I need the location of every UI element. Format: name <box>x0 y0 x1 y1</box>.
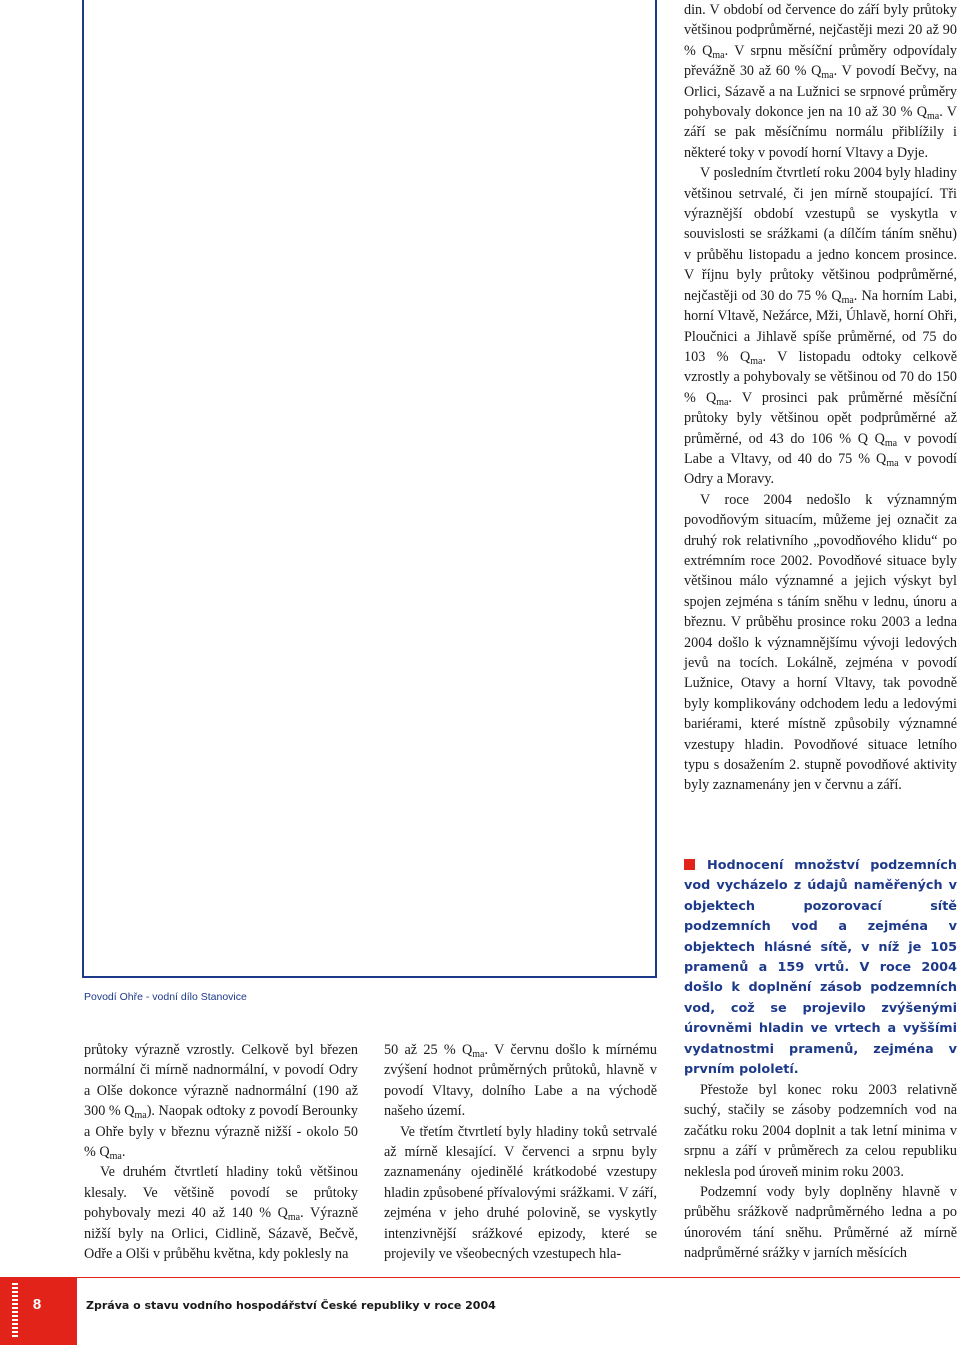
red-square-bullet <box>684 859 695 870</box>
paragraph: din. V období od července do září byly průtoky většinou podprůměrné, nejčastěji mezi 20 až 90 % $Q_{ma}$. V srpnu měsíční průměry odpovídaly převážně 30 až 60 % $Q_{ma}$. V povodí Bečvy, na Orlici, Sázavě a na Lužnici se srpnové průměry pohybovaly dokonce jen na 10 až 30 % $Q_{ma}$. V září se pak měsíčnímu normálu přiblížily i některé toky v povodí horní Vltavy a Dyje. <box>684 2 957 161</box>
paragraph: Podzemní vody byly doplněny hlavně v průběhu srážkově nadprůměrného ledna a po únorovém tání sněhu. Průměrné až mírně nadprůměrné srážky v jarních měsících <box>684 1184 957 1262</box>
figure-caption: Povodí Ohře - vodní dílo Stanovice <box>84 991 247 1003</box>
page-number: 8 <box>32 1296 42 1313</box>
middle-column <box>384 1040 657 1264</box>
paragraph: V roce 2004 nedošlo k významným povodňovým situacím, můžeme jej označit za druhý rok relativního „povodňového klidu“ po extrémním roce 2002. Povodňové situace byly většinou málo významné a jejich výskyt byl spojen zejména s táním sněhu v lednu, únoru a březnu. V průběhu prosince roku 2003 a ledna 2004 došlo k významnějšímu vývoji ledových jevů na tocích. Lokálně, zejména v povodí Lužnice, Otavy a horní Vltavy, tak povodně byly komplikovány odchodem ledu a ledovými bariérami, které místně způsobily významné vzestupy hladin. Povodňové situace letního typu s dosažením 2. stupně povodňové aktivity byly zaznamenány jen v červnu a září. <box>684 491 957 794</box>
photo-frame <box>82 0 657 978</box>
paragraph: průtoky výrazně vzrostly. Celkově byl březen normální či mírně nadnormální, v povodí Odry a Olše dokonce výrazně nadnormální (190 až 300 % $Q_{ma}$). Naopak odtoky z povodí Berounky a Ohře byly v březnu výrazně nižší - okolo 50 % $Q_{ma}$. <box>84 1042 358 1163</box>
paragraph: 50 až 25 % $Q_{ma}$. V červnu došlo k mírnému zvýšení hodnot průměrných průtoků, hlavně v povodí Vltavy, dolního Labe a na východě našeho území. <box>384 1042 657 1120</box>
paragraph: V posledním čtvrtletí roku 2004 byly hladiny většinou setrvalé, či jen mírně stoupající. Tři výraznější období vzestupů se vyskytla v souvislosti se srážkami (a dílčím táním sněhu) v průběhu listopadu a jedno koncem prosince. V říjnu byly průtoky většinou podprůměrné, nejčastěji od 30 do 75 % $Q_{ma}$. Na horním Labi, horní Vltavě, Nežárce, Mži, Úhlavě, horní Ohři, Ploučnici a Jihlavě spíše průměrné, od 75 do 103 % $Q_{ma}$. V listopadu odtoky celkově vzrostly a pohybovaly se většinou od 70 do 150 % $Q_{ma}$. V prosinci pak průměrné měsíční průtoky byly většinou opět podprůměrné až průměrné, od 43 do 106 % Q $Q_{ma}$ v povodí Labe a Vltavy, od 40 do 75 % $Q_{ma}$ v povodí Odry a Moravy. <box>684 165 957 488</box>
highlight-box: Hodnocení množství podzemních vod vycházelo z údajů naměřených v objektech pozorovací sítě podzemních vod a zejména v objektech hlásné sítě, v níž je 105 pramenů a 159 vrtů. V roce 2004 došlo k doplnění zásob podzemních vod, což se projevilo zvýšenými úrovněmi hladin ve vrtech a vyššími vydatnostmi pramenů, zejména v prvním pololetí. <box>684 858 957 1078</box>
paragraph: Přestože byl konec roku 2003 relativně suchý, stačily se zásoby podzemních vod na začátku roku 2004 doplnit a tak letní minima v srpnu a září v průměrech za celou republiku neklesla pod úroveň minim roku 2003. <box>684 1082 957 1180</box>
footer-title: Zpráva o stavu vodního hospodářství České republiky v roce 2004 <box>86 1299 496 1312</box>
right-column <box>684 0 957 796</box>
footer-stripe <box>12 1283 18 1339</box>
right-column-bottom <box>684 1080 957 1264</box>
left-column <box>84 1040 358 1264</box>
paragraph: Ve třetím čtvrtletí byly hladiny toků setrvalé až mírně klesající. V červenci a srpnu byly zaznamenány ojedinělé krátkodobé vzestupy hladin způsobené přívalovými srážkami. V září, zejména v jeho druhé polovině, se vyskytly intenzivnější srážkové epizody, které se projevily ve všeobecných vzestupech hla- <box>384 1123 657 1263</box>
paragraph: Ve druhém čtvrtletí hladiny toků většinou klesaly. Ve většině povodí se průtoky pohybovaly mezi 40 až 140 % $Q_{ma}$. Výrazně nižší byly na Orlici, Cidlině, Sázavě, Bečvě, Odře a Olši v průběhu května, kdy poklesly na <box>84 1164 359 1263</box>
footer-rule <box>77 1277 960 1278</box>
